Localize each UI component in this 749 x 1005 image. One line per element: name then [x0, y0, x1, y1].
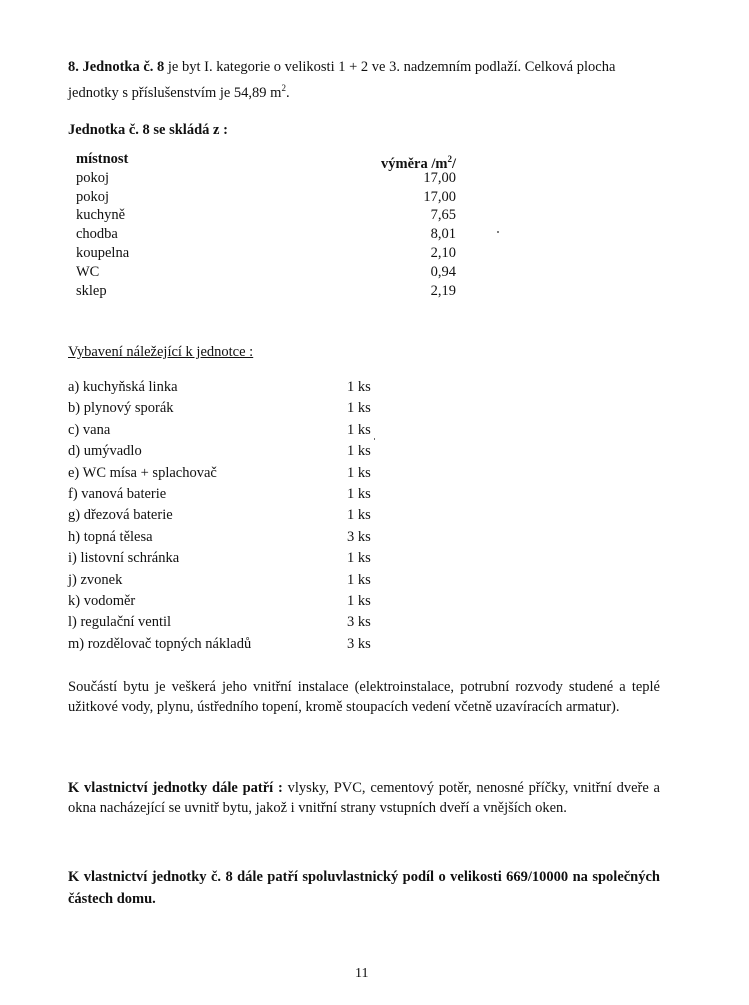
- area-superscript: 2: [281, 83, 286, 93]
- installation-paragraph: Součástí bytu je veškerá jeho vnitřní instalace (elektroinstalace, potrubní rozvody studené a teplé užitkové vody, plynu, ústředního topení, kromě stoupacích vedení včetně uzavíracích armatur).: [68, 679, 660, 715]
- unit-description-line1: je byt I. kategorie o velikosti 1 + 2 ve 3. nadzemním podlaží. Celková plocha: [164, 59, 616, 75]
- unit-title: Jednotka č. 8: [82, 59, 165, 75]
- room-area: 2,10: [430, 244, 456, 261]
- equipment-item: d) umývadlo: [68, 443, 142, 460]
- equipment-qty: 3 ks: [347, 528, 371, 545]
- ownership-paragraph: [68, 778, 660, 818]
- equipment-qty: 1 ks: [347, 592, 371, 609]
- room-area: 8,01: [430, 226, 456, 243]
- equipment-item: h) topná tělesa: [68, 528, 153, 545]
- equipment-item: a) kuchyňská linka: [68, 379, 178, 395]
- room-column-header: místnost: [76, 151, 129, 167]
- rooms-table-header: [76, 150, 456, 172]
- equipment-item: l) regulační ventil: [68, 614, 172, 631]
- room-row: [76, 188, 456, 207]
- room-name: kuchyně: [76, 207, 126, 224]
- rooms-heading: Jednotka č. 8 se skládá z :: [68, 122, 228, 138]
- equipment-row: [68, 484, 388, 505]
- equipment-qty: 1 ks: [347, 443, 371, 460]
- equipment-item: m) rozdělovač topných nákladů: [68, 635, 252, 652]
- room-name: sklep: [76, 282, 107, 299]
- equipment-qty: 1 ks: [347, 571, 371, 588]
- room-name: pokoj: [76, 188, 110, 205]
- equipment-item: g) dřezová baterie: [68, 507, 173, 524]
- room-row: [76, 263, 456, 282]
- equipment-item: j) zvonek: [68, 571, 123, 588]
- unit-intro: [68, 57, 668, 104]
- equipment-row: [68, 612, 388, 633]
- room-row: [76, 169, 456, 188]
- equipment-qty: 1 ks: [347, 550, 371, 567]
- equipment-row: [68, 441, 388, 462]
- equipment-heading: Vybavení náležející k jednotce :: [68, 344, 254, 360]
- room-name: pokoj: [76, 169, 110, 186]
- equipment-row: [68, 527, 388, 548]
- equipment-row: [68, 377, 388, 398]
- equipment-qty: 1 ks: [347, 400, 371, 417]
- room-area: 0,94: [430, 263, 456, 280]
- equipment-item: k) vodoměr: [68, 592, 136, 609]
- room-area: 17,00: [423, 188, 456, 205]
- room-row: [76, 225, 456, 244]
- share-paragraph: K vlastnictví jednotky č. 8 dále patří spoluvlastnický podíl o velikosti 669/10000 na společných částech domu.: [68, 869, 660, 907]
- room-name: WC: [76, 263, 100, 280]
- equipment-qty: 1 ks: [347, 421, 371, 438]
- room-row: [76, 282, 456, 301]
- unit-number: 8.: [68, 59, 79, 75]
- ownership-lead: K vlastnictví jednotky dále patří :: [68, 780, 283, 796]
- room-row: [76, 206, 456, 225]
- unit-description-end: .: [285, 84, 290, 101]
- equipment-row: [68, 505, 388, 526]
- scan-speck: [497, 231, 499, 233]
- equipment-row: [68, 420, 388, 441]
- room-name: koupelna: [76, 244, 130, 261]
- area-column-header: výměra $/m^2/$: [381, 154, 456, 172]
- equipment-item: e) WC mísa + splachovač: [68, 464, 217, 481]
- equipment-row: [68, 634, 388, 655]
- unit-description-line2: jednotky s příslušenstvím je 54,89 m: [68, 84, 282, 101]
- equipment-row: [68, 463, 388, 484]
- scan-speck: [374, 438, 375, 440]
- room-area: 17,00: [423, 169, 456, 186]
- equipment-qty: 1 ks: [347, 485, 371, 502]
- ownership-text: vlysky, PVC, cementový potěr, nenosné příčky, vnitřní dveře a okna nacházející se uvnitř bytu, jakož i vnitřní strany vstupních dveří a vnějších oken.: [68, 780, 660, 816]
- equipment-item: c) vana: [68, 421, 111, 438]
- equipment-row: [68, 398, 388, 419]
- equipment-item: i) listovní schránka: [68, 550, 180, 567]
- equipment-row: [68, 570, 388, 591]
- rooms-table: [76, 150, 456, 300]
- equipment-row: [68, 548, 388, 569]
- room-name: chodba: [76, 226, 118, 243]
- room-area: 7,65: [430, 207, 456, 224]
- equipment-qty: 1 ks: [347, 507, 371, 524]
- equipment-list: [68, 377, 388, 655]
- equipment-item: b) plynový sporák: [68, 400, 174, 417]
- equipment-row: [68, 591, 388, 612]
- room-area: 2,19: [430, 282, 456, 299]
- page-number: 11: [355, 966, 369, 981]
- equipment-qty: 1 ks: [347, 464, 371, 481]
- equipment-qty: 3 ks: [347, 635, 371, 652]
- equipment-qty: 3 ks: [347, 614, 371, 631]
- equipment-item: f) vanová baterie: [68, 485, 167, 502]
- equipment-qty: 1 ks: [347, 379, 371, 395]
- room-row: [76, 244, 456, 263]
